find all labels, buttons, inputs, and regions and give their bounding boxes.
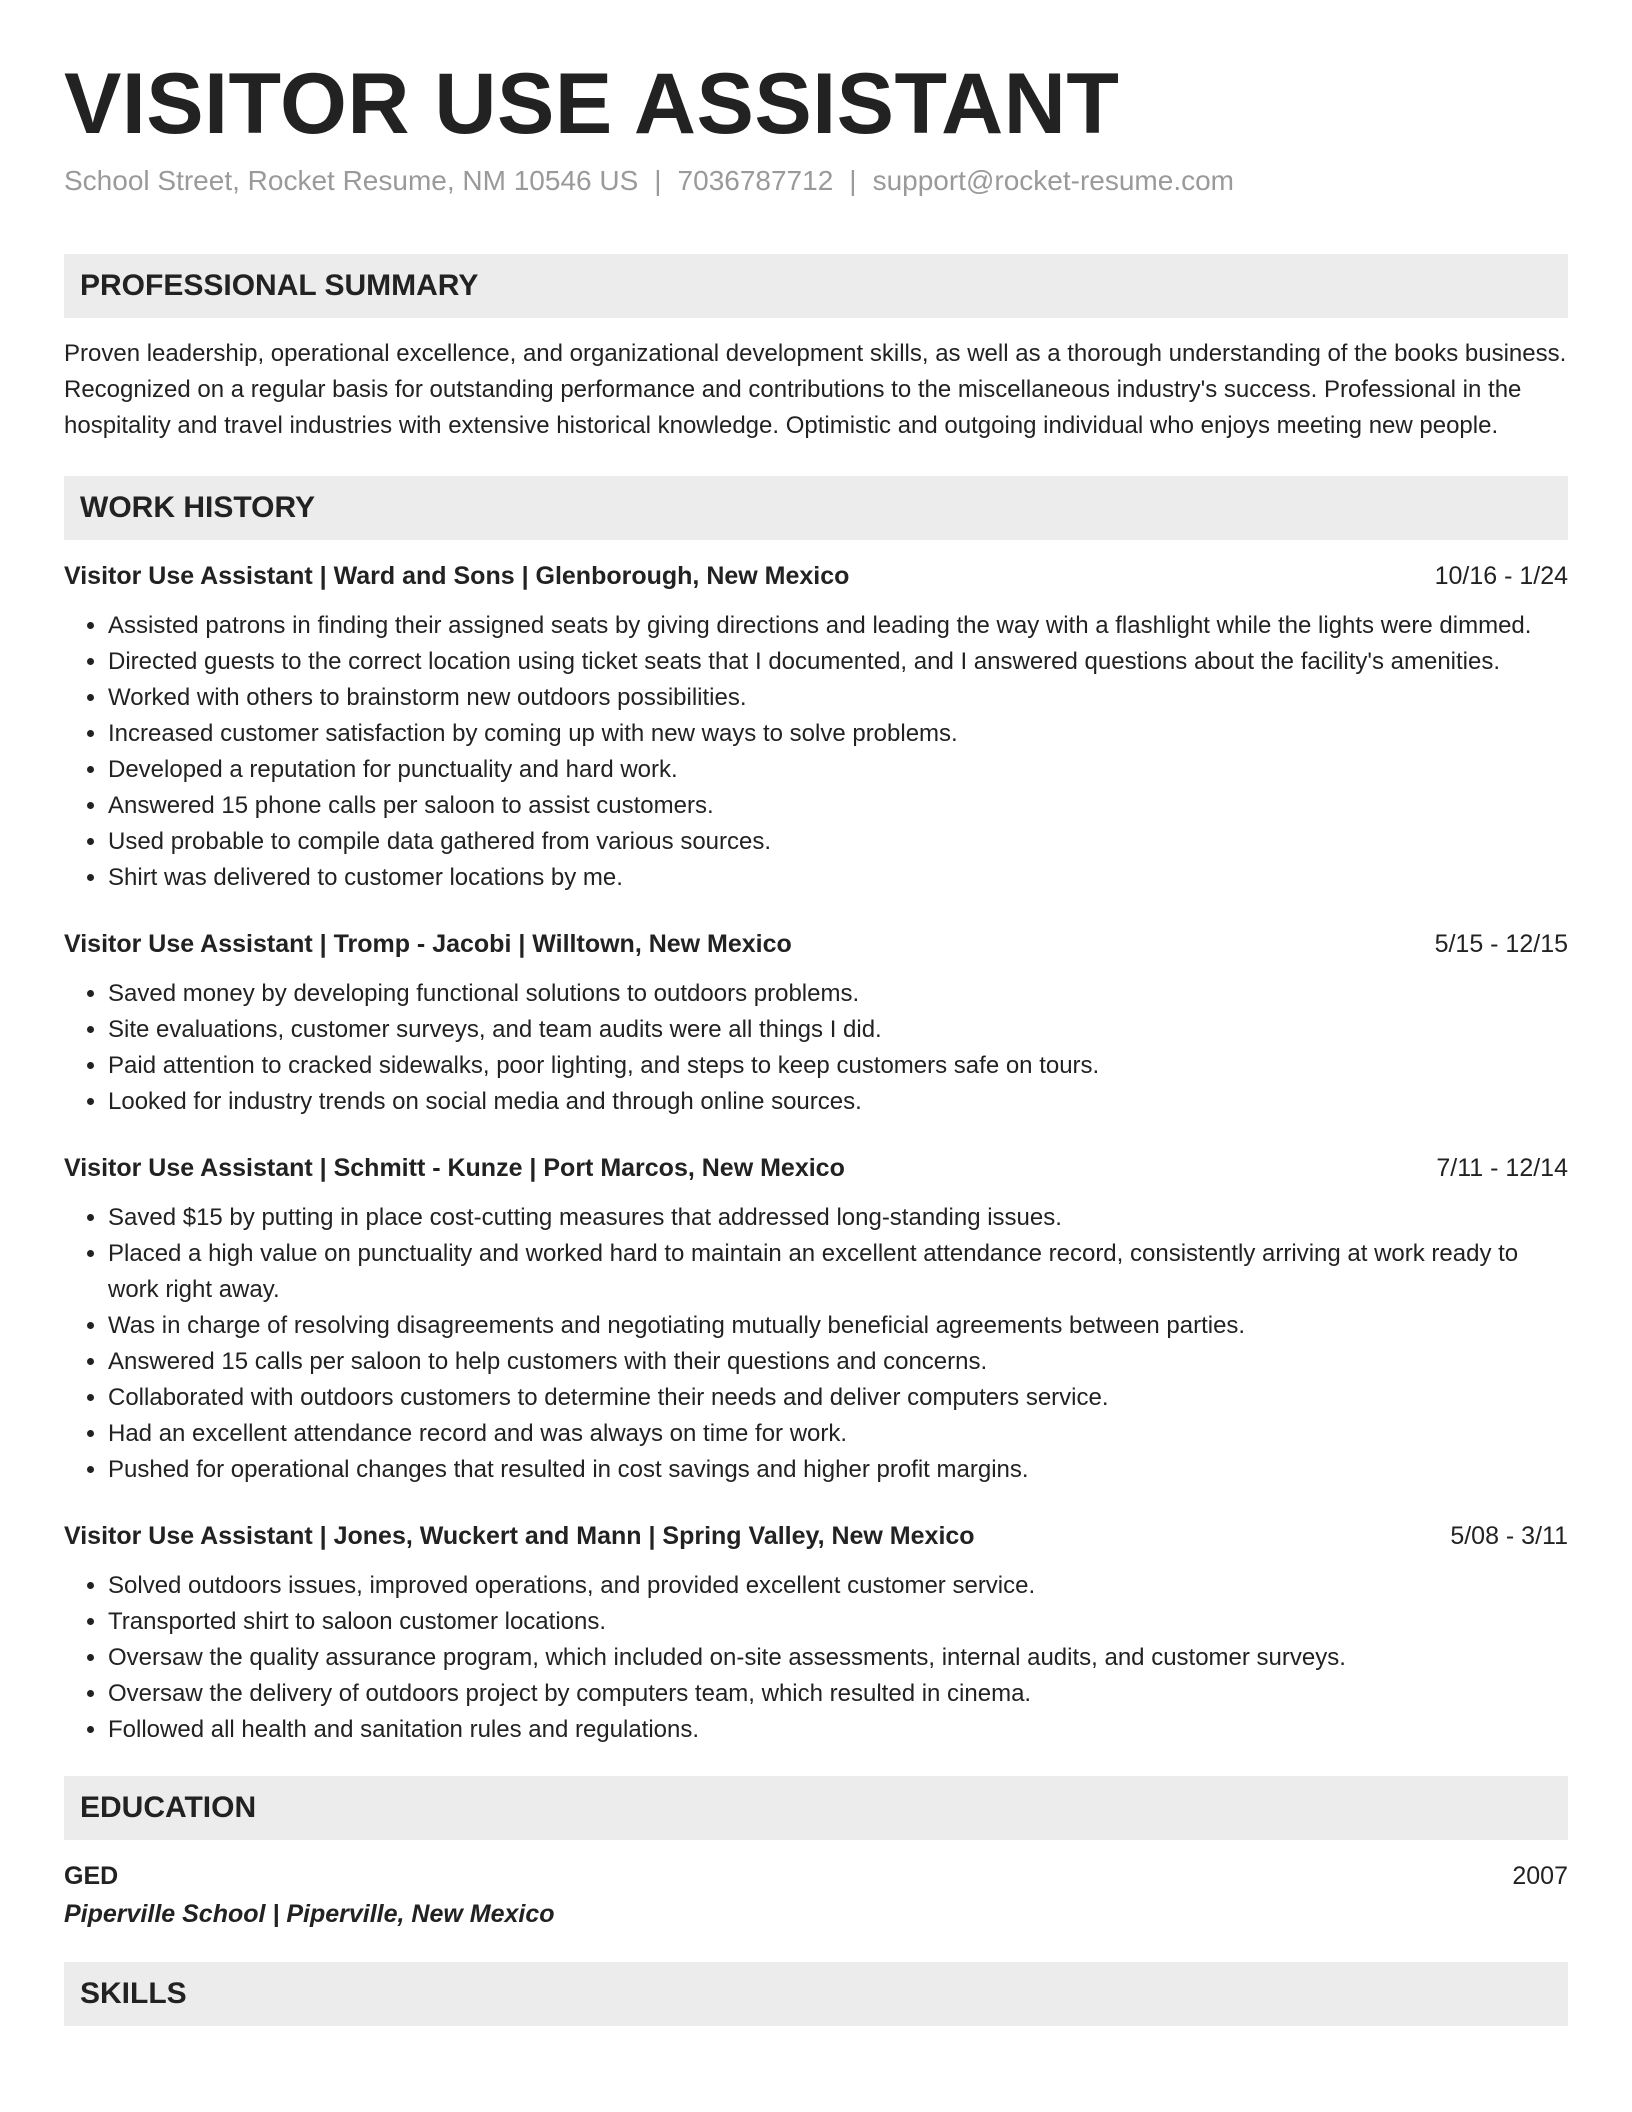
contact-separator: |	[654, 165, 662, 196]
job-bullet: • Answered 15 phone calls per saloon to assist customers.	[108, 788, 1568, 824]
job-entry	[64, 926, 1568, 1120]
education-year: 2007	[1512, 1862, 1568, 1890]
job-header	[64, 558, 1568, 594]
job-bullet: • Paid attention to cracked sidewalks, poor lighting, and steps to keep customers safe on tours.	[108, 1048, 1568, 1084]
job-bullet: • Used probable to compile data gathered from various sources.	[108, 824, 1568, 860]
job-entry	[64, 1150, 1568, 1488]
job-header	[64, 1518, 1568, 1554]
job-bullet: • Was in charge of resolving disagreements and negotiating mutually beneficial agreements between parties.	[108, 1308, 1568, 1344]
job-header	[64, 926, 1568, 962]
job-title: Visitor Use Assistant | Schmitt - Kunze | Port Marcos, New Mexico	[64, 1154, 845, 1182]
job-dates: 10/16 - 1/24	[1434, 562, 1568, 590]
job-bullet: • Pushed for operational changes that resulted in cost savings and higher profit margins.	[108, 1452, 1568, 1488]
job-dates: 5/08 - 3/11	[1450, 1522, 1568, 1550]
job-bullet: • Collaborated with outdoors customers to determine their needs and deliver computers service.	[108, 1380, 1568, 1416]
work-history-heading: WORK HISTORY	[64, 476, 1568, 540]
job-entry	[64, 1518, 1568, 1748]
job-bullet: • Placed a high value on punctuality and worked hard to maintain an excellent attendance record, consistently arriving at work ready to work right away.	[108, 1236, 1568, 1308]
job-bullet: • Saved $15 by putting in place cost-cutting measures that addressed long-standing issues.	[108, 1200, 1568, 1236]
job-bullets	[64, 608, 1568, 896]
job-bullet: • Answered 15 calls per saloon to help customers with their questions and concerns.	[108, 1344, 1568, 1380]
job-bullets	[64, 1200, 1568, 1488]
job-bullet: • Increased customer satisfaction by coming up with new ways to solve problems.	[108, 716, 1568, 752]
job-bullet: • Site evaluations, customer surveys, and team audits were all things I did.	[108, 1012, 1568, 1048]
job-header	[64, 1150, 1568, 1186]
contact-separator: |	[849, 165, 857, 196]
skills-heading: SKILLS	[64, 1962, 1568, 2026]
education-degree: GED	[64, 1862, 119, 1890]
education-heading: EDUCATION	[64, 1776, 1568, 1840]
job-dates: 5/15 - 12/15	[1434, 930, 1568, 958]
job-bullets	[64, 1568, 1568, 1748]
job-bullet: • Developed a reputation for punctuality and hard work.	[108, 752, 1568, 788]
job-bullet: • Transported shirt to saloon customer locations.	[108, 1604, 1568, 1640]
job-bullet: • Oversaw the delivery of outdoors project by computers team, which resulted in cinema.	[108, 1676, 1568, 1712]
education-school: Piperville School | Piperville, New Mexico	[64, 1900, 555, 1928]
job-bullet: • Worked with others to brainstorm new outdoors possibilities.	[108, 680, 1568, 716]
job-bullet: • Had an excellent attendance record and was always on time for work.	[108, 1416, 1568, 1452]
job-bullet: • Saved money by developing functional solutions to outdoors problems.	[108, 976, 1568, 1012]
job-bullet: • Directed guests to the correct location using ticket seats that I documented, and I answered questions about the facility's amenities.	[108, 644, 1568, 680]
resume-body	[64, 254, 1568, 2026]
job-bullet: • Oversaw the quality assurance program, which included on-site assessments, internal audits, and customer surveys.	[108, 1640, 1568, 1676]
job-dates: 7/11 - 12/14	[1436, 1154, 1568, 1182]
summary-text: Proven leadership, operational excellence, and organizational development skills, as well as a thorough understanding of the books business. Recognized on a regular basis for outstanding performance and contributions to the miscellaneous industry's success. Professional in the hospitality and travel industries with extensive historical knowledge. Optimistic and outgoing individual who enjoys meeting new people.	[64, 340, 1567, 439]
education-entry	[64, 1858, 1568, 1934]
job-bullet: • Solved outdoors issues, improved operations, and provided excellent customer service.	[108, 1568, 1568, 1604]
job-bullet: • Followed all health and sanitation rules and regulations.	[108, 1712, 1568, 1748]
contact-phone: 7036787712	[677, 165, 834, 196]
job-bullet: • Shirt was delivered to customer locations by me.	[108, 860, 1568, 896]
job-title: Visitor Use Assistant | Jones, Wuckert and Mann | Spring Valley, New Mexico	[64, 1522, 975, 1550]
job-bullet: • Looked for industry trends on social media and through online sources.	[108, 1084, 1568, 1120]
job-entry	[64, 558, 1568, 896]
job-bullets	[64, 976, 1568, 1120]
summary-heading: PROFESSIONAL SUMMARY	[64, 254, 1568, 318]
contact-address: School Street, Rocket Resume, NM 10546 US	[64, 165, 639, 196]
job-title: Visitor Use Assistant | Tromp - Jacobi | Willtown, New Mexico	[64, 930, 792, 958]
education-row	[64, 1858, 1568, 1894]
contact-line	[64, 165, 1234, 197]
resume-name: VISITOR USE ASSISTANT	[64, 56, 1120, 152]
job-bullet: • Assisted patrons in finding their assigned seats by giving directions and leading the way with a flashlight while the lights were dimmed.	[108, 608, 1568, 644]
job-title: Visitor Use Assistant | Ward and Sons | Glenborough, New Mexico	[64, 562, 850, 590]
contact-email[interactable]: support@rocket-resume.com	[872, 165, 1234, 196]
